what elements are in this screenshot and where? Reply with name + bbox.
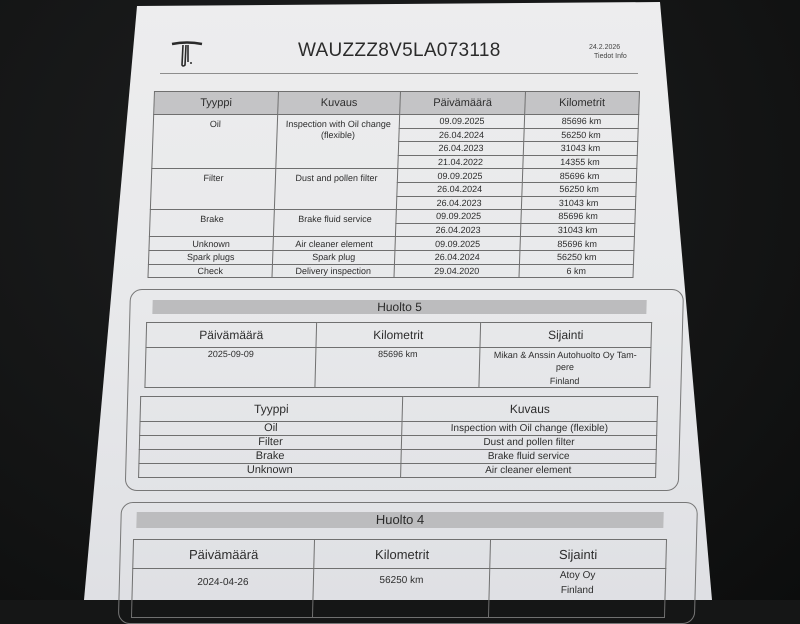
column-header-location: Sijainti: [490, 540, 667, 569]
service-card-huolto-4: [118, 502, 698, 624]
location-country: Finland: [549, 376, 580, 386]
description-cell: Air cleaner element: [401, 464, 656, 478]
date-cell: 21.04.2022: [398, 155, 523, 169]
description-cell: Air cleaner element: [273, 237, 395, 251]
table-header-row: [146, 323, 652, 348]
service-info-table: [131, 539, 667, 618]
service-card-title: Huolto 4: [136, 512, 663, 528]
column-header-description: Kuvaus: [402, 397, 658, 422]
date-cell: 09.09.2025: [399, 115, 524, 129]
km-cell: 56250 km: [524, 128, 638, 142]
table-header-row: [133, 540, 667, 569]
location-name-continued: pere: [555, 362, 575, 372]
service-card-huolto-5: [125, 289, 684, 491]
km-cell: 85696 km: [315, 348, 480, 388]
date-cell: 29.04.2020: [394, 264, 519, 278]
date-cell: 09.09.2025: [396, 210, 521, 224]
table-row: [131, 569, 665, 618]
km-cell: 56250 km: [522, 182, 636, 196]
location-country: Finland: [560, 585, 594, 596]
table-row: [148, 264, 633, 278]
location-cell: [488, 569, 665, 618]
km-cell: 56250 km: [519, 250, 633, 264]
km-cell: 31043 km: [523, 142, 637, 156]
location-name: Atoy Oy: [559, 570, 596, 581]
km-cell: 31043 km: [520, 223, 634, 237]
type-cell: Spark plugs: [148, 250, 272, 264]
table-row: [139, 464, 656, 478]
column-header-km: Kilometrit: [525, 92, 640, 115]
table-row: [148, 250, 633, 264]
column-header-type: Tyyppi: [140, 397, 403, 422]
service-card-title: Huolto 5: [152, 300, 646, 314]
table-row: [139, 436, 656, 450]
service-summary-table: [147, 91, 640, 278]
km-cell: 56250 km: [312, 569, 489, 618]
type-cell: Brake: [139, 450, 401, 464]
description-cell: Delivery inspection: [272, 264, 394, 278]
km-cell: 14355 km: [523, 155, 637, 169]
description-cell: Brake fluid service: [401, 450, 656, 464]
description-text: Inspection with Oil change (flexible): [285, 119, 392, 140]
date-cell: 09.09.2025: [395, 237, 520, 251]
header-divider: [160, 73, 638, 74]
description-cell: Inspection with Oil change (flexible): [402, 422, 657, 436]
description-cell: Dust and pollen filter: [401, 436, 656, 450]
column-header-km: Kilometrit: [316, 323, 481, 348]
description-cell: Dust and pollen filter: [274, 169, 397, 210]
km-cell: 85696 km: [524, 115, 638, 129]
column-header-type: Tyyppi: [154, 92, 279, 115]
date-cell: 26.04.2024: [394, 250, 519, 264]
type-cell: Filter: [150, 169, 275, 210]
location-cell: [479, 348, 651, 388]
type-cell: Unknown: [139, 464, 401, 478]
column-header-date: Päivämäärä: [133, 540, 315, 569]
type-cell: Unknown: [149, 237, 273, 251]
date-cell: 09.09.2025: [397, 169, 522, 183]
column-header-location: Sijainti: [480, 323, 652, 348]
report-date: 24.2.2026: [589, 44, 621, 51]
km-cell: 31043 km: [521, 196, 635, 210]
km-cell: 85696 km: [522, 169, 636, 183]
column-header-date: Päivämäärä: [146, 323, 317, 348]
date-cell: 26.04.2024: [397, 182, 522, 196]
table-header-row: [140, 397, 658, 422]
column-header-km: Kilometrit: [314, 540, 491, 569]
service-items-table: [138, 396, 658, 478]
brand-t-logo-icon: [170, 40, 204, 68]
date-cell: 26.04.2023: [398, 142, 523, 156]
column-header-date: Päivämäärä: [400, 92, 526, 115]
service-info-table: [144, 322, 652, 388]
type-cell: Oil: [152, 115, 278, 169]
table-row: [145, 348, 651, 388]
table-row: [151, 169, 636, 183]
table-row: [153, 115, 638, 129]
type-cell: Check: [148, 264, 272, 278]
km-cell: 85696 km: [521, 210, 635, 224]
column-header-description: Kuvaus: [278, 92, 401, 115]
km-cell: 6 km: [519, 264, 633, 278]
km-cell: 85696 km: [520, 237, 634, 251]
location-name: Mikan & Anssin Autohuolto Oy Tam-: [493, 350, 637, 360]
description-cell: Brake fluid service: [273, 210, 396, 237]
type-cell: Oil: [140, 422, 402, 436]
date-cell: 26.04.2024: [399, 128, 524, 142]
type-cell: Filter: [139, 436, 401, 450]
report-info-label: Tiedot Info: [594, 53, 627, 60]
date-cell: 2025-09-09: [145, 348, 316, 388]
table-row: [139, 450, 656, 464]
description-cell: Spark plug: [272, 250, 394, 264]
table-row: [140, 422, 657, 436]
vin-number: WAUZZZ8V5LA073118: [298, 40, 501, 61]
date-cell: 26.04.2023: [395, 223, 520, 237]
type-cell: Brake: [149, 210, 274, 237]
table-row: [150, 210, 635, 224]
table-header-row: [154, 92, 640, 115]
date-cell: 2024-04-26: [131, 569, 313, 618]
date-cell: 26.04.2023: [396, 196, 521, 210]
table-row: [149, 237, 634, 251]
description-cell: [276, 115, 400, 169]
